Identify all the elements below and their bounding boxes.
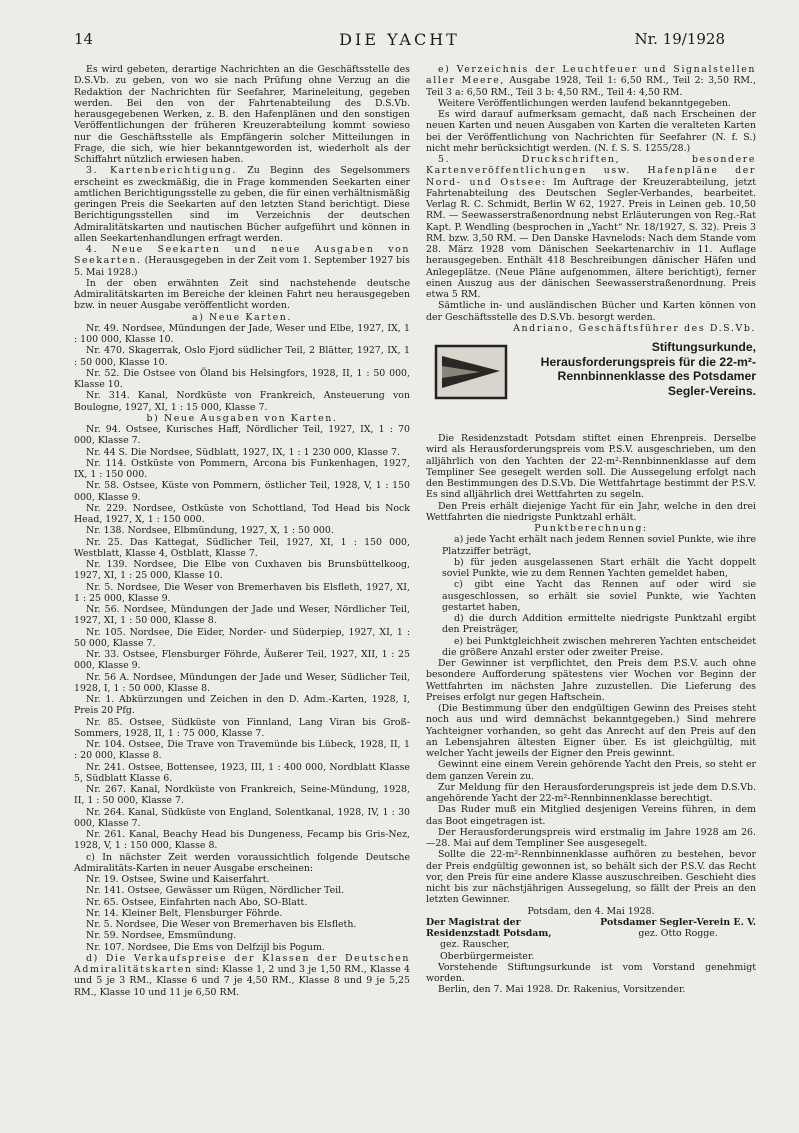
signature-left [426,917,552,962]
list-item: Nr. 1. Abkürzungen und Zeichen in den D. Adm.-Karten, 1928, I, Preis 20 Pfg. [74,694,410,717]
paragraph: Weitere Veröffentlichungen werden laufend bekanntgegeben. [438,97,731,109]
list-item: Nr. 107. Nordsee, Die Ems von Delfzijl bis Pogum. [86,941,325,953]
list-item: Nr. 14. Kleiner Belt, Flensburger Föhrde. [86,907,283,919]
section-3-title: 3. Kartenberichtigung. [86,165,237,177]
issue-number: Nr. 19/1928 [634,30,725,48]
page-number: 14 [74,30,94,48]
list-item: c) gibt eine Yacht das Rennen auf oder wird sie ausgeschlossen, so erhält sie soviel Punkte, wie Yachten gestartet haben, [442,579,756,613]
paragraph: Gewinnt eine einem Verein gehörende Yacht den Preis, so steht er dem ganzen Verein zu. [426,759,756,782]
masthead: DIE YACHT [339,30,460,49]
list-item: Nr. 65. Ostsee, Einfahrten nach Abo, SO-Blatt. [86,896,308,908]
right-column [426,64,756,996]
date-line: Potsdam, den 4. Mai 1928. [527,905,655,917]
paragraph: Es wird darauf aufmerksam gemacht, daß nach Erscheinen der neuen Karten und neuen Ausgaben von Karten die veralteten Karten bei der Veröffentlichung von Nachrichten für Seefahrer (N. f. S.) nicht mehr berücksichtigt werden. (N. f. S. S. 1255/28.) [426,109,756,154]
list-item: Nr. 261. Kanal, Beachy Head bis Dungeness, Fecamp bis Gris-Nez, 1928, V, 1 : 150 000, Klasse 8. [74,829,410,852]
signatory-line: Der Magistrat der [426,916,521,928]
list-item: Nr. 264. Kanal, Südküste von England, Solentkanal, 1928, IV, 1 : 30 000, Klasse 7. [74,806,410,829]
section-4-intro: In der oben erwähnten Zeit sind nachstehende deutsche Admiralitätskarten im Bereiche der kleinen Fahrt neu herausgegeben bzw. in neuer Ausgabe veröffentlicht worden. [74,277,410,312]
paragraph: Sollte die 22-m²-Rennbinnenklasse aufhören zu bestehen, bevor der Preis endgültig gewonnen ist, so behält sich der P.S.V. das Recht vor, den Preis für eine andere Klasse auszuschreiben. Geschieht dies nicht bis zur nächstjährigen Aussegelung, so fällt der Preis an den letzten Gewinner. [426,849,756,906]
list-item: Nr. 52. Die Ostsee von Öland bis Helsingfors, 1928, II, 1 : 50 000, Klasse 10. [74,367,410,390]
section-4-title: 4. Neue Seekarten und neue Ausgaben von Seekarten. [74,244,410,267]
paragraph: Das Ruder muß ein Mitglied desjenigen Vereins führen, in dem das Boot eingetragen ist. [426,804,756,827]
list-item: d) die durch Addition ermittelte niedrigste Punktzahl ergibt den Preisträger, [442,613,756,636]
list-item: Nr. 44 S. Die Nordsee, Südblatt, 1927, IX, 1 : 1 230 000, Klasse 7. [86,446,400,458]
list-item: Nr. 56 A. Nordsee, Mündungen der Jade und Weser, Südlicher Teil, 1928, I, 1 : 50 000, Klasse 8. [74,671,410,694]
signatory-line: Potsdamer Segler-Verein E. V. [600,916,756,928]
list-item: Nr. 19. Ostsee, Swine und Kaiserfahrt. [86,874,270,885]
list-item: Nr. 33. Ostsee, Flensburger Föhrde, Äußerer Teil, 1927, XII, 1 : 25 000, Klasse 9. [74,649,410,672]
list-item: Nr. 314. Kanal, Nordküste von Frankreich, Ansteuerung von Boulogne, 1927, XI, 1 : 15 000, Klasse 7. [74,390,410,413]
closing-signature: Berlin, den 7. Mai 1928. Dr. Rakenius, Vorsitzender. [438,984,686,996]
section-3 [74,165,410,244]
paragraph: Zur Meldung für den Herausforderungspreis ist jede dem D.S.Vb. angehörende Yacht der 22-m²-Rennbinnenklasse berechtigt. [426,781,756,804]
list-item: a) jede Yacht erhält nach jedem Rennen soviel Punkte, wie ihre Platzziffer beträgt, [442,534,756,557]
subsection-d-title: d) Die Verkaufspreise der Klassen der Deutschen Admiralitätskarten [74,952,410,975]
list-c [74,874,410,953]
subsection-b-title: b) Neue Ausgaben von Karten. [146,412,338,424]
list-item: Nr. 94. Ostsee, Kurisches Haff, Nördlicher Teil, 1927, IX, 1 : 70 000, Klasse 7. [74,424,410,447]
list-item: Nr. 241. Ostsee, Bottensee, 1923, III, 1 : 400 000, Nordblatt Klasse 5, Südblatt Klasse 6. [74,761,410,784]
page-header [74,30,725,52]
paragraph: Der Gewinner ist verpflichtet, den Preis dem P.S.V. auch ohne besondere Aufforderung spätestens vier Wochen vor Beginn der Wettfahrten im nächsten Jahre zuzustellen. Die Lieferung des Preises erfolgt nur gegen Haftschein. [426,658,756,703]
list-b [74,424,410,852]
closing-paragraph: Vorstehende Stiftungsurkunde ist vom Vorstand genehmigt worden. [426,961,756,984]
subsection-e-title: e) Verzeichnis der Leuchtfeuer und Signalstellen aller Meere, [426,64,756,87]
subsection-c-intro: c) In nächster Zeit werden voraussichtlich folgende Deutsche Admiralitäts-Karten in neuer Ausgabe erscheinen: [74,851,410,874]
signatory-line: gez. Rauscher, [440,939,510,951]
list-item: Nr. 85. Ostsee, Südküste von Finnland, Lang Viran bis Groß-Sommers, 1928, II, 1 : 75 000, Klasse 7. [74,716,410,739]
list-item: Nr. 470. Skagerrak, Oslo Fjord südlicher Teil, 2 Blätter, 1927, IX, 1 : 50 000, Klasse 10. [74,345,410,368]
list-item: b) für jeden ausgelassenen Start erhält die Yacht doppelt soviel Punkte, wie zu dem Rennen Yachten gemeldet haben, [442,556,756,579]
paragraph: Sämtliche in- und ausländischen Bücher und Karten können von der Geschäftsstelle des D.S.Vb. besorgt werden. [426,300,756,323]
list-a [74,323,410,413]
list-item: Nr. 5. Nordsee, Die Weser von Bremerhaven bis Elsfleth, 1927, XI, 1 : 25 000, Klasse 9. [74,581,410,604]
list-item: Nr. 56. Nordsee, Mündungen der Jade und Weser, Nördlicher Teil, 1927, XI, 1 : 50 000, Klasse 8. [74,604,410,627]
section-5 [426,154,756,300]
signatory-line: Oberbürgermeister. [440,950,535,962]
section-3-text: Zu Beginn des Segelsommers erscheint es zweckmäßig, die in Frage kommenden Seekarten einer amtlichen Berichtigungsstelle zu geben, die für einen verhältnismäßig geringen Preis die Seekarten auf den letzten Stand berichtigt. Diese Berichtigungsstellen sind im Verzeichnis der deutschen Admiralitätskarten und nautischen Bücher aufgeführt und können in allen Seekartenhandlungen erfragt werden. [74,165,410,244]
list-item: Nr. 114. Ostküste von Pommern, Arcona bis Funkenhagen, 1927, IX, 1 : 150 000. [74,457,410,480]
list-item: Nr. 58. Ostsee, Küste von Pommern, östlicher Teil, 1928, V, 1 : 150 000, Klasse 9. [74,480,410,503]
section-5-title: 5. Druckschriften, besondere Kartenveröffentlichungen usw. Hafenpläne der Nord- und Ostsee: [426,154,756,188]
list-item: Nr. 25. Das Kattegat, Südlicher Teil, 1927, XI, 1 : 150 000, Westblatt, Klasse 4, Ostblatt, Klasse 7. [74,536,410,559]
list-item: Nr. 104. Ostsee, Die Trave von Travemünde bis Lübeck, 1928, II, 1 : 20 000, Klasse 8. [74,739,410,762]
list-item: Nr. 139. Nordsee, Die Elbe von Cuxhaven bis Brunsbüttelkoog, 1927, XI, 1 : 25 000, Klasse 10. [74,559,410,582]
section-4-text: (Herausgegeben in der Zeit vom 1. September 1927 bis 5. Mai 1928.) [74,255,410,278]
subsection-d-text: sind: Klasse 1, 2 und 3 je 1,50 RM., Klasse 4 und 5 je 3 RM., Klasse 6 und 7 je 4,50 RM., Klasse 8 und 9 je 5,25 RM., Klasse 10 und 11 je 6,50 RM. [74,964,410,998]
list-item: Nr. 49. Nordsee, Mündungen der Jade, Weser und Elbe, 1927, IX, 1 : 100 000, Klasse 10. [74,322,410,345]
punkt-list [426,534,756,658]
section-5-text: Im Auftrage der Kreuzerabteilung, jetzt Fahrtenabteilung des Deutschen Segler-Verbandes, bearbeitet. Verlag R. C. Schmidt, Berlin W 62, 1927. Preis in Leinen geb. 10,50 RM. — Seewasserstraßenordnung nebst Erläuterungen von Reg.-Rat Kapt. P. Wendling (besprochen in „Yacht“ Nr. 18/1927, S. 32). Preis 3 RM. bzw. 3,50 RM. — Den Danske Havnelods: Nach dem Stande vom 28. März 1928 vom Dänischen Seekartenarchiv in 11. Auflage herausgegeben. Enthält 418 Beschreibungen dänischer Häfen und Anlegeplätze. (Neue Pläne aufgenommen, ältere berichtigt), ferner einen Auszug aus der dänischen Seewasserstraßenordnung. Preis etwa 5 RM. [426,176,757,300]
stiftung-title: Stiftungsurkunde, Herausforderungspreis für die 22-m²-Rennbinnenklasse des Potsdamer Segler-Vereins. [540,340,756,398]
list-item: Nr. 138. Nordsee, Elbmündung, 1927, X, 1 : 50 000. [86,525,334,537]
paragraph: Die Residenzstadt Potsdam stiftet einen Ehrenpreis. Derselbe wird als Herausforderungspreis vom P.S.V. ausgeschrieben, um den alljährlich von den Yachten der 22-m²-Rennbinnenklasse auf dem Templiner See gesegelt werden soll. Die Aussegelung erfolgt nach den Bestimmungen des D.S.Vb. Die Wettfahrtage bestimmt der P.S.V. Es sind alljährlich drei Wettfahrten zu segeln. [426,433,756,501]
section-4 [74,244,410,278]
subsection-d [74,953,410,998]
subsection-e-text: Ausgabe 1928, Teil 1: 6,50 RM., Teil 2: 3,50 RM., Teil 3 a: 6,50 RM., Teil 3 b: 4,50 RM., Teil 4: 4,50 RM. [426,75,756,98]
punkt-title: Punktberechnung: [534,523,648,534]
intro-paragraph: Es wird gebeten, derartige Nachrichten an die Geschäftsstelle des D.S.Vb. zu geben, von wo sie nach Prüfung ohne Verzug an die Redaktion der Nachrichten für Seefahrer, Marineleitung, gegeben werden. Bei den von der Fahrtenabteilung des D.S.Vb. herausgegebenen Werken, z. B. den Hafenplänen und den sonstigen Veröffentlichungen der früheren Kreuzerabteilung kommt sowieso nur die Geschäftsstelle als Empfängerin solcher Mitteilungen in Frage, die sich, wie hier bekanntgeworden ist, wiederholt als der Schiffahrt nützlich erwiesen haben. [74,64,410,165]
list-item: Nr. 267. Kanal, Nordküste von Frankreich, Seine-Mündung, 1928, II, 1 : 50 000, Klasse 7. [74,784,410,807]
list-item: Nr. 105. Nordsee, Die Eider, Norder- und Süderpiep, 1927, XI, 1 : 50 000, Klasse 7. [74,626,410,649]
left-column [74,64,410,998]
signature-right [600,917,756,962]
signatory-line: Residenzstadt Potsdam, [426,928,552,939]
paragraph: Den Preis erhält diejenige Yacht für ein Jahr, welche in den drei Wettfahrten die niedrigste Punktzahl erhält. [426,500,756,523]
paragraph: (Die Bestimmung über den endgültigen Gewinn des Preises steht noch aus und wird demnächst bekanntgegeben.) Sind mehrere Yachteigner vorhanden, so geht das Anrecht auf den Preis auf den an Lebensjahren ältesten Eigner über. Es ist gleichgültig, mit welcher Yacht jeweils der Eigner den Preis gewinnt. [426,703,756,759]
list-item: Nr. 141. Ostsee, Gewässer um Rügen, Nördlicher Teil. [86,885,345,897]
paragraph: Der Herausforderungspreis wird erstmalig im Jahre 1928 am 26.—28. Mai auf dem Templiner See ausgesegelt. [426,826,756,849]
list-item: e) bei Punktgleichheit zwischen mehreren Yachten entscheidet die größere Anzahl erster oder zweiter Preise. [442,635,756,658]
subsection-e [426,64,756,98]
list-item: Nr. 229. Nordsee, Ostküste von Schottland, Tod Head bis Nock Head, 1927, X, 1 : 150 000. [74,502,410,525]
subsection-a-title: a) Neue Karten. [192,311,292,323]
signatory-line: gez. Otto Rogge. [638,928,718,939]
signature-block [426,917,756,962]
section-5-signature: Andriano, Geschäftsführer des D.S.Vb. [513,322,756,334]
stiftung-heading [426,340,756,428]
list-item: Nr. 59. Nordsee, Emsmündung. [86,930,237,942]
list-item: Nr. 5. Nordsee, Die Weser von Bremerhaven bis Elsfleth. [86,919,357,930]
pennant-flag-icon [434,344,508,400]
